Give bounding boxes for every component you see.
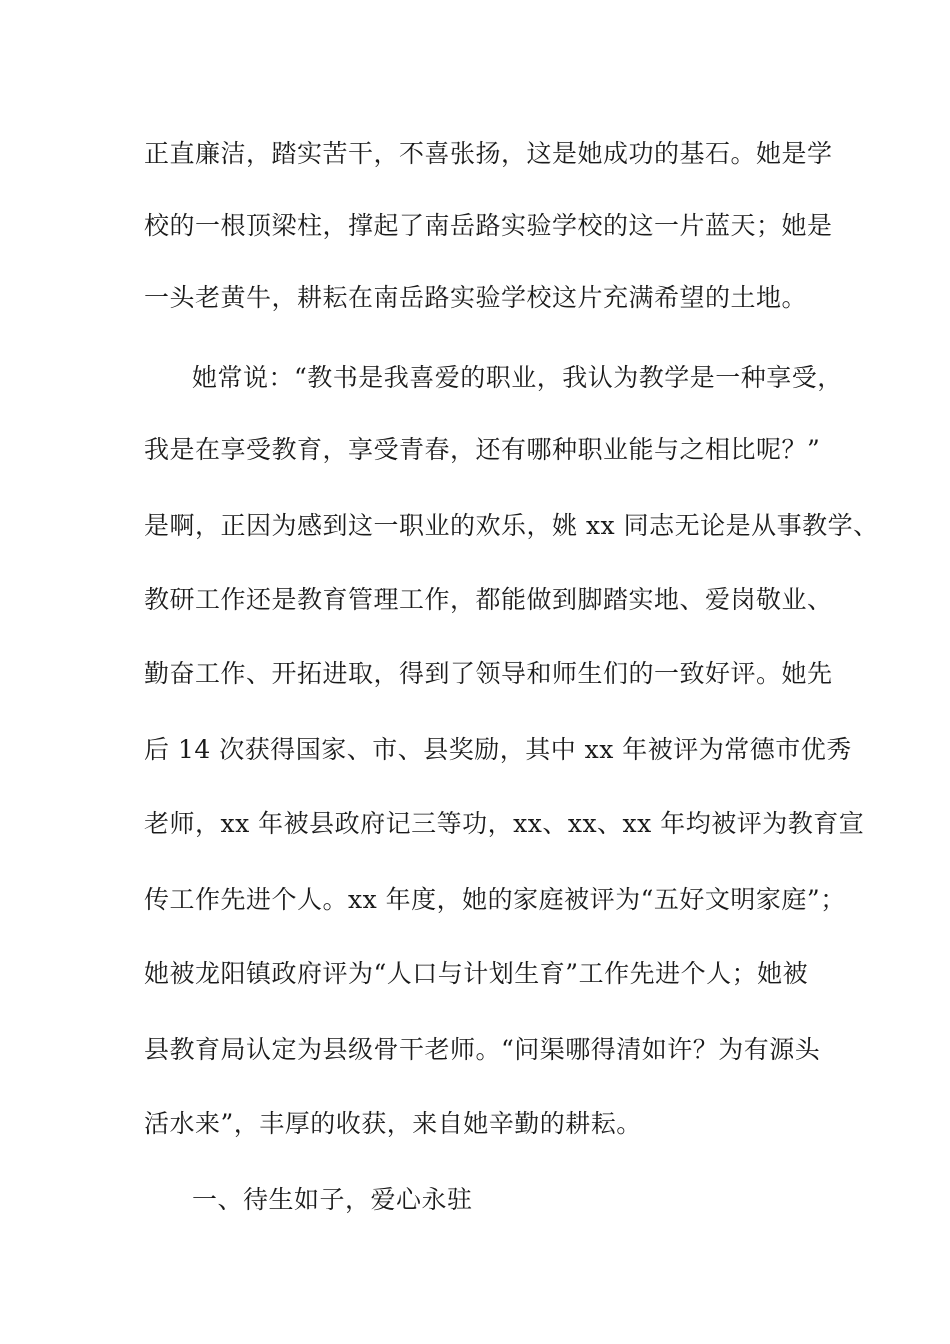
paragraph-line-4: 她常说：“教书是我喜爱的职业，我认为教学是一种享受， xyxy=(192,363,843,392)
paragraph-line-6: 是啊，正因为感到这一职业的欢乐，姚 xx 同志无论是从事教学、 xyxy=(144,511,879,540)
paragraph-line-14: 活水来”，丰厚的收获，来自她辛勤的耕耘。 xyxy=(144,1109,642,1138)
paragraph-line-3: 一头老黄牛，耕耘在南岳路实验学校这片充满希望的土地。 xyxy=(144,283,808,312)
paragraph-line-1: 正直廉洁，踏实苦干，不喜张扬，这是她成功的基石。她是学 xyxy=(144,139,833,168)
paragraph-line-11: 传工作先进个人。xx 年度，她的家庭被评为“五好文明家庭”； xyxy=(144,885,846,914)
paragraph-line-5: 我是在享受教育，享受青春，还有哪种职业能与之相比呢？” xyxy=(144,435,821,464)
paragraph-line-7: 教研工作还是教育管理工作，都能做到脚踏实地、爱岗敬业、 xyxy=(144,585,833,614)
paragraph-line-2: 校的一根顶梁柱，撑起了南岳路实验学校的这一片蓝天；她是 xyxy=(144,211,833,240)
paragraph-line-12: 她被龙阳镇政府评为“人口与计划生育”工作先进个人；她被 xyxy=(144,959,809,988)
paragraph-line-13: 县教育局认定为县级骨干老师。“问渠哪得清如许？为有源头 xyxy=(144,1035,821,1064)
paragraph-line-10: 老师，xx 年被县政府记三等功，xx、xx、xx 年均被评为教育宣 xyxy=(144,809,865,838)
paragraph-line-8: 勤奋工作、开拓进取，得到了领导和师生们的一致好评。她先 xyxy=(144,659,833,688)
paragraph-line-9: 后 14 次获得国家、市、县奖励，其中 xx 年被评为常德市优秀 xyxy=(144,735,852,764)
section-heading: 一、待生如子，爱心永驻 xyxy=(192,1185,473,1214)
